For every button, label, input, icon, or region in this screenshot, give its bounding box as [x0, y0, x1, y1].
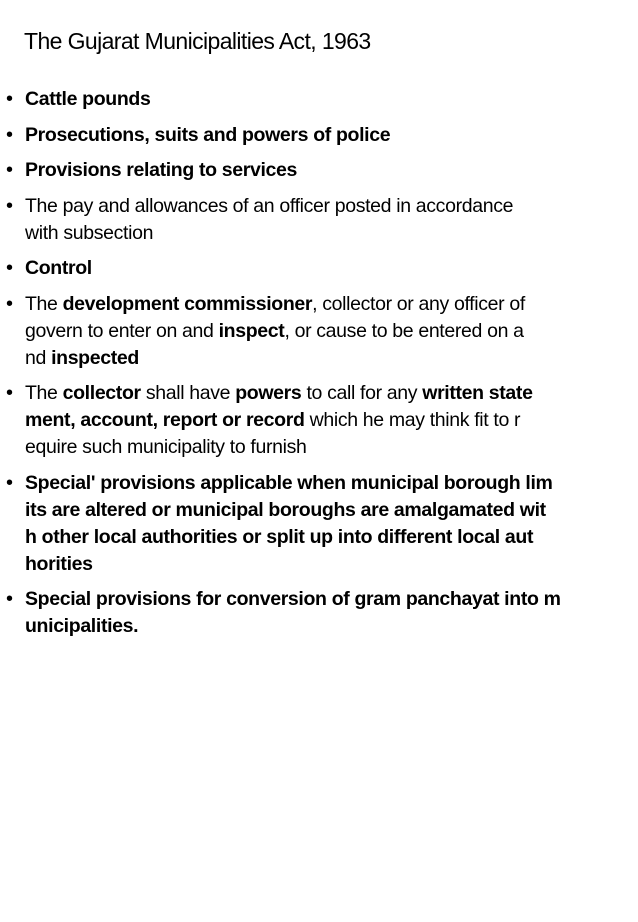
text-line [25, 345, 636, 372]
bold-text: Special' provisions applicable when municipal borough lim [25, 471, 553, 494]
text: with subsection [25, 221, 154, 244]
text-line [25, 551, 636, 578]
bullet-icon: • [6, 194, 14, 217]
text-line [25, 157, 636, 184]
list-item [6, 586, 636, 640]
text-line [25, 380, 636, 407]
bold-text: Provisions relating to services [25, 159, 298, 181]
list-item [6, 122, 636, 149]
text-line [25, 470, 636, 497]
bold-text: inspect [218, 319, 285, 342]
bullet-icon: • [6, 382, 14, 404]
bold-text: collector [62, 382, 141, 404]
text-line [25, 86, 636, 113]
text: equire such municipality to furnish [25, 436, 307, 458]
text: which he may think fit to r [304, 409, 521, 431]
bullet-icon: • [6, 588, 14, 610]
text-line [25, 291, 636, 318]
bold-text: unicipalities. [25, 615, 139, 637]
list-item [6, 193, 636, 247]
bold-text: Special provisions for conversion of gram panchayat into m [25, 588, 561, 610]
bullet-icon: • [6, 123, 14, 146]
text-line [25, 255, 636, 282]
text: The pay and allowances of an officer posted in accordance [25, 194, 514, 217]
text-line [25, 318, 636, 345]
bullet-icon: • [6, 292, 14, 315]
bullet-icon: • [6, 471, 14, 494]
text-line [25, 434, 636, 461]
bold-text: h other local authorities or split up into different local aut [25, 525, 534, 548]
list-item [6, 86, 636, 113]
text: , collector or any officer of [312, 292, 525, 315]
text: nd [25, 346, 52, 369]
bold-text: its are altered or municipal boroughs are amalgamated wit [25, 498, 546, 521]
text: shall have [140, 382, 236, 404]
bold-text: Prosecutions, suits and powers of police [25, 123, 391, 146]
text-line [25, 586, 636, 613]
text-line [25, 122, 636, 149]
list-item [6, 255, 636, 282]
text: The [25, 382, 63, 404]
bullet-icon: • [6, 88, 14, 110]
text: The [25, 292, 63, 315]
list-item [6, 380, 636, 461]
bold-text: powers [235, 382, 302, 404]
text-line [25, 497, 636, 524]
text-line [25, 220, 636, 247]
text-line [25, 613, 636, 640]
list-item [6, 291, 636, 372]
text: to call for any [301, 382, 423, 404]
bold-text: Cattle pounds [25, 88, 151, 110]
bullet-list [6, 86, 636, 649]
bullet-icon: • [6, 257, 14, 279]
bullet-icon: • [6, 159, 14, 181]
list-item [6, 157, 636, 184]
bold-text: development commissioner [62, 292, 313, 315]
bold-text: horities [25, 552, 93, 575]
text: , or cause to be entered on a [284, 319, 524, 342]
list-item [6, 470, 636, 578]
text-line [25, 524, 636, 551]
bold-text: inspected [51, 346, 139, 369]
text-line [25, 407, 636, 434]
bold-text: Control [25, 257, 92, 279]
document-title: The Gujarat Municipalities Act, 1963 [24, 28, 371, 54]
bold-text: ment, account, report or record [25, 409, 305, 431]
bold-text: written state [422, 382, 533, 404]
text-line [25, 193, 636, 220]
text: govern to enter on and [25, 319, 219, 342]
